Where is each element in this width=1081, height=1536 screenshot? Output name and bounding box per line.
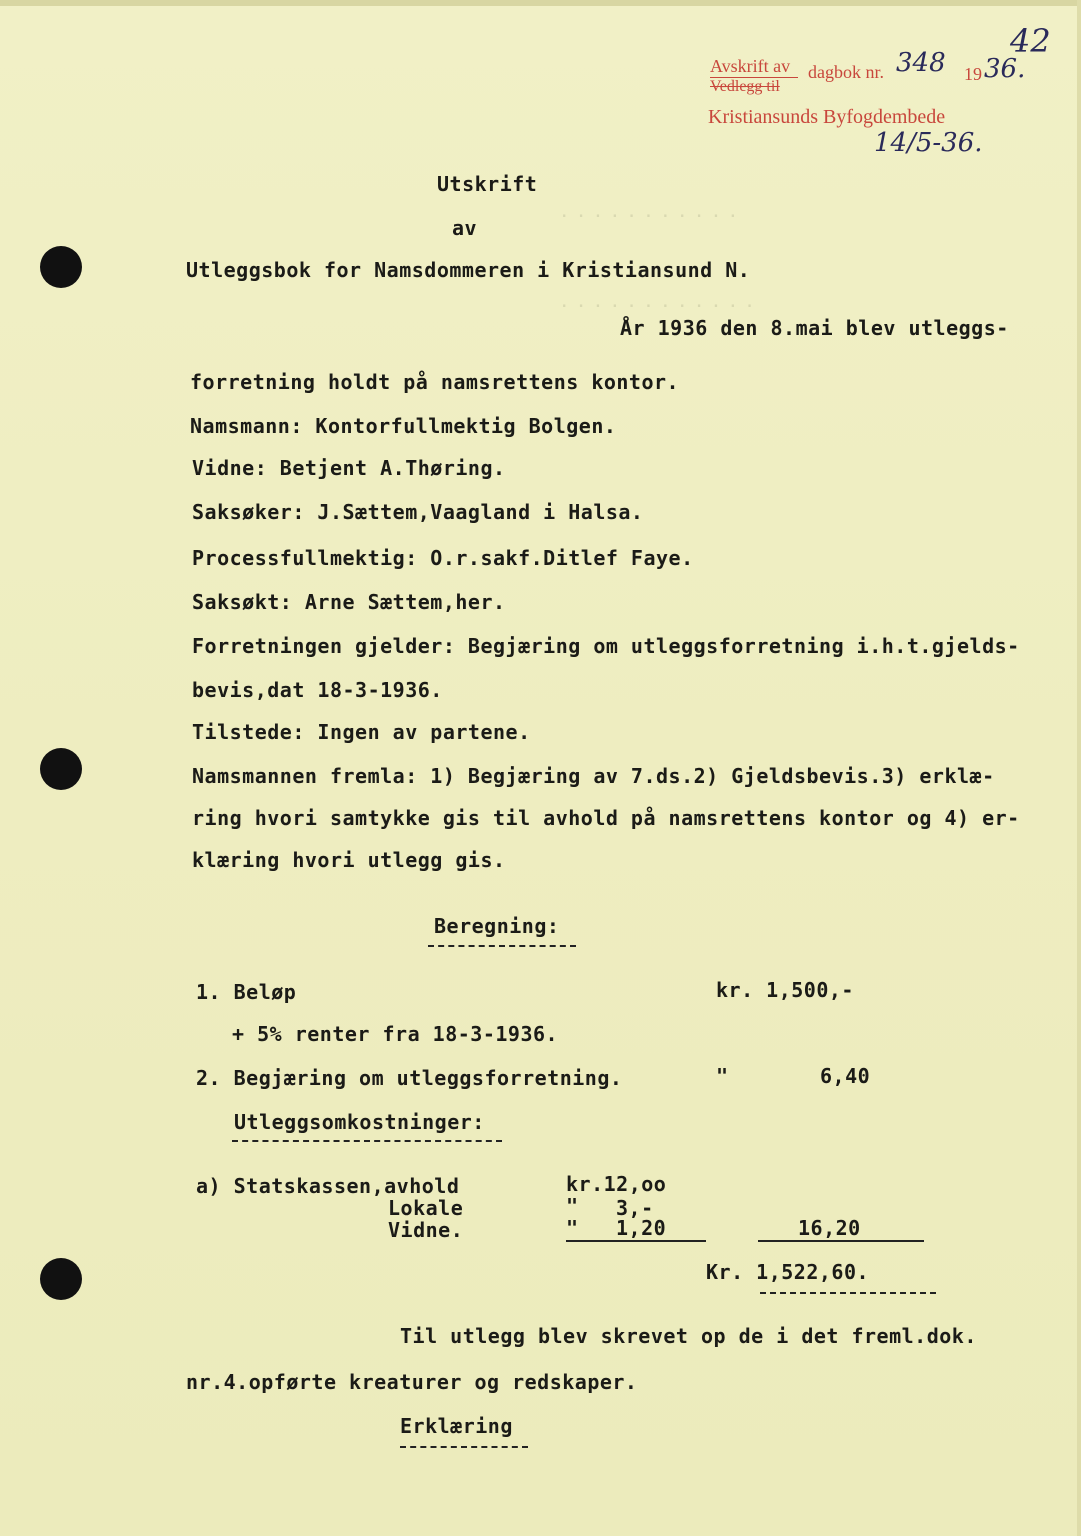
item2-label: 2. Begjæring om utleggsforretning. <box>196 1066 623 1090</box>
cost-vidne-ditto: " <box>566 1216 579 1240</box>
cost-lokale-ditto: " <box>566 1194 579 1218</box>
item2-amount: 6,40 <box>820 1064 871 1088</box>
body-line: Forretningen gjelder: Begjæring om utleggsforretning i.h.t.gjelds- <box>192 634 1020 658</box>
punch-hole <box>40 246 82 288</box>
total-underline <box>760 1292 936 1294</box>
page-number: 42 <box>1010 22 1051 60</box>
costs-underline <box>232 1140 502 1142</box>
cost-vidne-label: Vidne. <box>388 1218 464 1242</box>
body-line: Processfullmektig: O.r.sakf.Ditlef Faye. <box>192 546 694 570</box>
body-line: Namsmann: Kontorfullmektig Bolgen. <box>190 414 617 438</box>
item2-ditto: " <box>716 1064 729 1088</box>
body-line: Tilstede: Ingen av partene. <box>192 720 531 744</box>
erklaering-underline <box>400 1446 528 1448</box>
page-edge <box>0 0 1081 6</box>
cost-lokale-amount: 3,- <box>616 1196 654 1220</box>
stamp-avskrift: Avskrift av <box>710 56 791 76</box>
heading-utleggsbok: Utleggsbok for Namsdommeren i Kristiansund N. <box>186 258 751 282</box>
item1-amount: kr. 1,500,- <box>716 978 854 1002</box>
handwritten-date: 14/5-36. <box>874 128 983 158</box>
erklaering-heading: Erklæring <box>400 1414 513 1438</box>
body-line: Saksøkt: Arne Sættem,her. <box>192 590 506 614</box>
cost-lokale-label: Lokale <box>388 1196 464 1220</box>
dagbok-number: 348 <box>896 48 946 78</box>
sum-line <box>758 1240 924 1242</box>
item1-interest: + 5% renter fra 18-3-1936. <box>232 1022 559 1046</box>
body-line: forretning holdt på namsrettens kontor. <box>190 370 680 394</box>
stamp-office: Kristiansunds Byfogdembede <box>708 106 946 128</box>
stamp-vedlegg: Vedlegg til <box>710 78 780 95</box>
body-line: klæring hvori utlegg gis. <box>192 848 506 872</box>
body-line: ring hvori samtykke gis til avhold på namsrettens kontor og 4) er- <box>192 806 1020 830</box>
body-line: bevis,dat 18-3-1936. <box>192 678 443 702</box>
beregning-title: Beregning: <box>434 914 560 938</box>
cost-subtotal: 16,20 <box>798 1216 861 1240</box>
body-line: Saksøker: J.Sættem,Vaagland i Halsa. <box>192 500 644 524</box>
page-edge <box>1077 0 1081 1536</box>
year-handwritten: 36. <box>984 54 1026 84</box>
heading-av: av <box>452 216 478 240</box>
punch-hole <box>40 748 82 790</box>
body-line: År 1936 den 8.mai blev utleggs- <box>620 316 1009 340</box>
punch-hole <box>40 1258 82 1300</box>
total-amount: Kr. 1,522,60. <box>706 1260 870 1284</box>
closing-line: Til utlegg blev skrevet op de i det freml.dok. <box>400 1324 977 1348</box>
bleed-through: . . . . . . . . . . . <box>560 205 738 221</box>
cost-a-amount: kr.12,oo <box>566 1172 667 1196</box>
body-line: Vidne: Betjent A.Thøring. <box>192 456 506 480</box>
costs-title: Utleggsomkostninger: <box>234 1110 485 1134</box>
closing-line: nr.4.opførte kreaturer og redskaper. <box>186 1370 638 1394</box>
cost-vidne-amount: 1,20 <box>616 1216 667 1240</box>
heading-utskrift: Utskrift <box>437 172 538 196</box>
title-underline <box>428 945 576 947</box>
sum-line <box>566 1240 706 1242</box>
bleed-through: . . . . . . . . . . . . <box>560 295 754 311</box>
body-line: Namsmannen fremla: 1) Begjæring av 7.ds.2) Gjeldsbevis.3) erklæ- <box>192 764 995 788</box>
stamp-year-prefix: 19 <box>964 64 982 84</box>
cost-a-label: a) Statskassen,avhold <box>196 1174 460 1198</box>
stamp-dagbok-label: dagbok nr. <box>808 62 884 82</box>
item1-label: 1. Beløp <box>196 980 297 1004</box>
